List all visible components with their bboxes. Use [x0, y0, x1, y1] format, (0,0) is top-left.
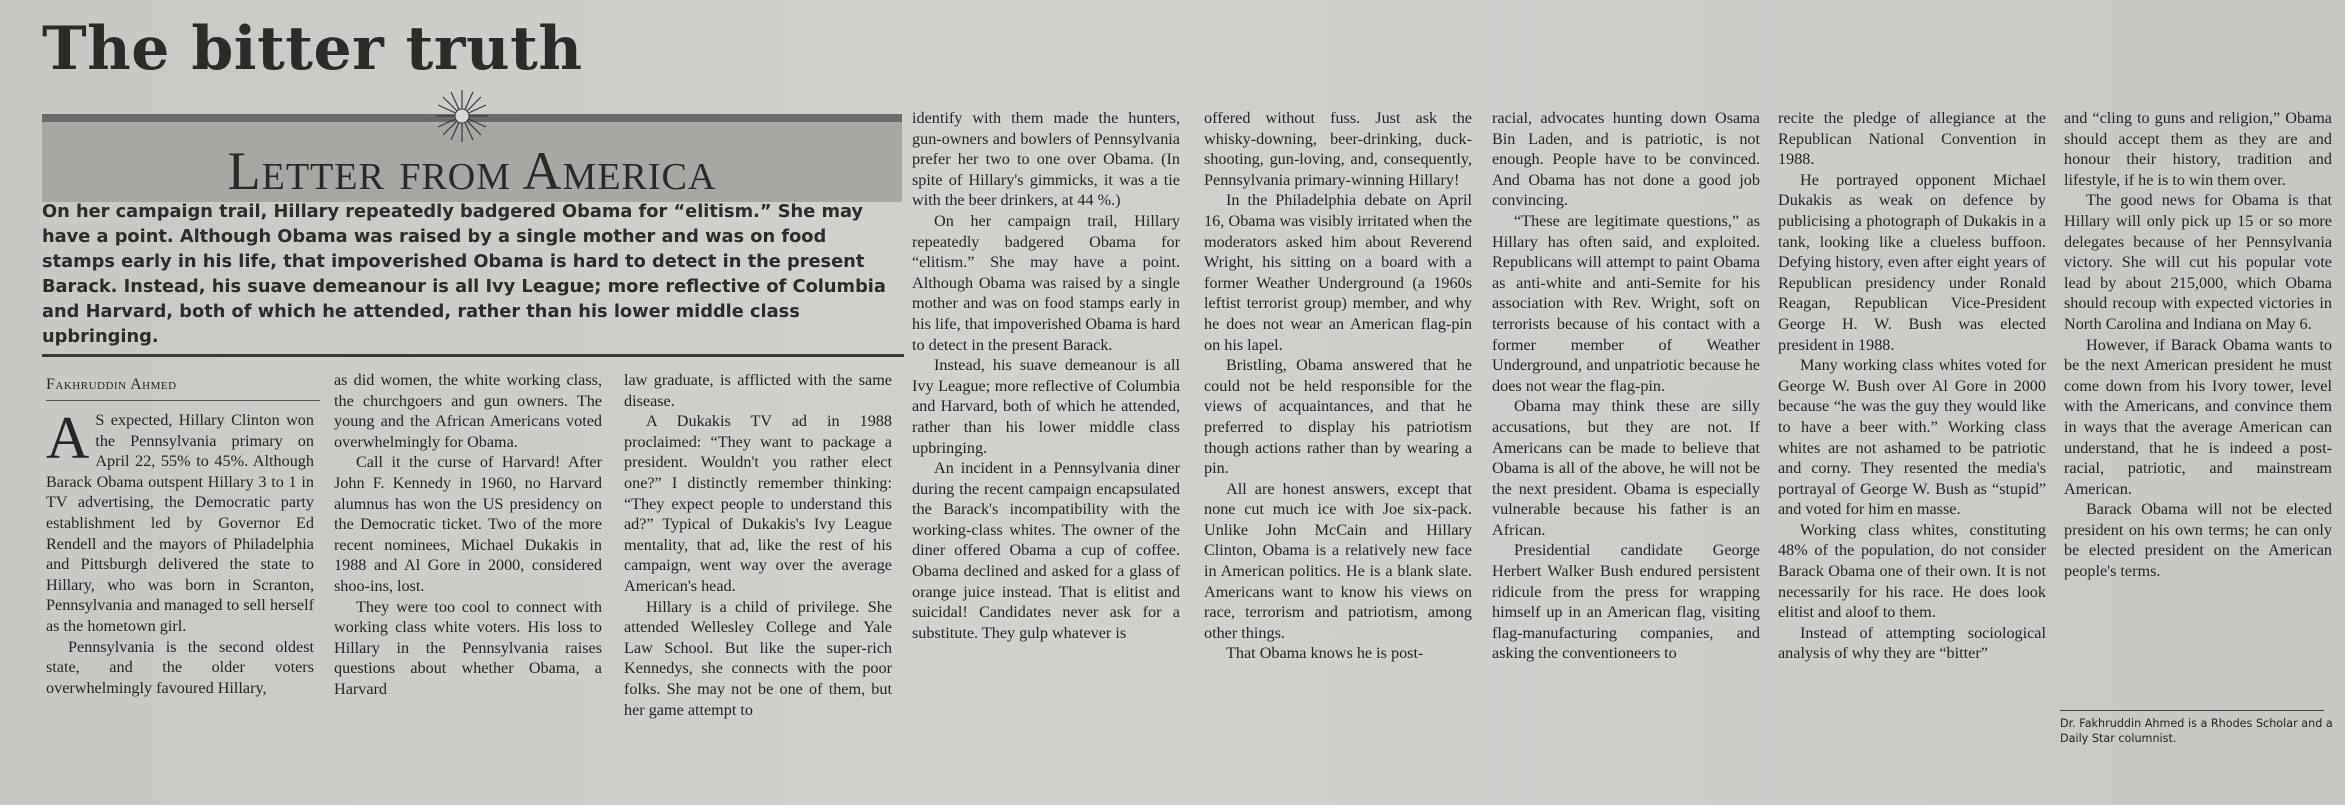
drop-cap: A	[46, 405, 90, 471]
headline: The bitter truth	[42, 14, 583, 84]
paragraph: identify with them made the hunters, gun-owners and bowlers of Pennsylvania prefer her two to one over Obama. (In spite of Hillary's gimmicks, it was a tie with the beer drinkers, at 44 %.)	[912, 109, 1180, 210]
paragraph: A Dukakis TV ad in 1988 proclaimed: “They want to package a president. Wouldn't you rather elect one?” I distinctly remember thinking: “They expect people to understand this ad?” Typical of Dukakis's Ivy League mentality, that ad, like the rest of his campaign, went way over the average American's head.	[624, 412, 892, 595]
paragraph: Barack Obama will not be elected president on his own terms; he can only be elected president on the American people's terms.	[2064, 500, 2332, 581]
paragraph: An incident in a Pennsylvania diner during the recent campaign encapsulated the Barack's incompatibility with the working-class whites. The owner of the diner offered Obama a cup of coffee. Obama declined and asked for a glass of orange juice instead. That is elitist and suicidal! Candidates never ask for a substitute. They gulp whatever is	[912, 459, 1180, 642]
byline: Fakhruddin Ahmed	[46, 376, 320, 401]
deck-rule	[42, 354, 904, 357]
paragraph-text: S expected, Hillary Clinton won the Pennsylvania primary on April 22, 55% to 45%. Although Barack Obama outspent Hillary 3 to 1 in TV advertising, the Democratic party establishment led by Governor Ed Rendell and the mayors of Philadelphia and Pittsburgh delivered the state to Hillary, who was born in Scranton, Pennsylvania and managed to sell herself as the hometown girl.	[46, 411, 314, 635]
paragraph: In the Philadelphia debate on April 16, Obama was visibly irritated when the moderators asked him about Reverend Wright, his sitting on a board with a former Weather Underground (a 1960s leftist terrorist group) member, and why he does not wear an American flag-pin on his lapel.	[1204, 191, 1472, 354]
paragraph: On her campaign trail, Hillary repeatedly badgered Obama for “elitism.” She may have a point. Although Obama was raised by a single mother and was on food stamps early in his life, that impoverished Obama is hard to detect in the present Barack.	[912, 211, 1180, 354]
column-5	[1204, 108, 1472, 664]
paragraph: Many working class whites voted for George W. Bush over Al Gore in 2000 because “he was the guy they would like to have a beer with.” Working class whites are not ashamed to be patriotic and corny. They resented the media's portrayal of George W. Bush as “stupid” and voted for him en masse.	[1778, 356, 2046, 519]
section-title: Letter from America	[227, 141, 717, 201]
column-3	[624, 370, 892, 720]
paragraph: Presidential candidate George Herbert Walker Bush endured persistent ridicule from the press for wrapping himself up in an American flag, visiting flag-manufacturing companies, and asking the conventioneers to	[1492, 541, 1760, 663]
paragraph	[46, 405, 314, 637]
paragraph: Bristling, Obama answered that he could not be held responsible for the views of acquaintances, and that he preferred to display his patriotism though actions rather than by wearing a pin.	[1204, 356, 1472, 478]
paragraph: and “cling to guns and religion,” Obama should accept them as they are and honour their history, tradition and lifestyle, if he is to win them over.	[2064, 109, 2332, 189]
column-8	[2064, 108, 2332, 582]
author-note: Dr. Fakhruddin Ahmed is a Rhodes Scholar and a Daily Star columnist.	[2060, 717, 2333, 745]
paragraph: They were too cool to connect with working class white voters. His loss to Hillary in the Pennsylvania raises questions about whether Obama, a Harvard	[334, 597, 602, 698]
paragraph: “These are legitimate questions,” as Hillary has often said, and exploited. Republicans will attempt to paint Obama as anti-white and anti-Semite for his association with Rev. Wright, soft on terrorists because of his contact with a former member of Weather Underground, and unpatriotic because he does not wear the flag-pin.	[1492, 211, 1760, 395]
article-deck: On her campaign trail, Hillary repeatedly badgered Obama for “elitism.” She may have a point. Although Obama was raised by a single mother and was on food stamps early in his life, that impoverished Obama is hard to detect in the present Barack. Instead, his suave demeanour is all Ivy League; more reflective of Columbia and Harvard, both of which he attended, rather than his lower middle class upbringing.	[42, 201, 886, 347]
paragraph: Obama may think these are silly accusations, but they are not. If Americans can be made to believe that Obama is all of the above, he will not be the next president. Obama is especially vulnerable because his father is an African.	[1492, 397, 1760, 539]
column-2	[334, 370, 602, 700]
paragraph: as did women, the white working class, the churchgoers and gun owners. The young and the African Americans voted overwhelmingly for Obama.	[334, 371, 602, 451]
paragraph: Instead of attempting sociological analysis of why they are “bitter”	[1778, 623, 2046, 663]
paragraph: That Obama knows he is post-	[1226, 644, 1424, 663]
paragraph: He portrayed opponent Michael Dukakis as weak on defence by publicising a photograph of Dukakis in a tank, looking like a clueless buffoon. Defying history, even after eight years of Republican presidency under Ronald Reagan, Republican Vice-President George H. W. Bush was elected president in 1988.	[1778, 170, 2046, 354]
column-4	[912, 108, 1180, 643]
paragraph: law graduate, is afflicted with the same disease.	[624, 371, 892, 410]
paragraph: Instead, his suave demeanour is all Ivy League; more reflective of Columbia and Harvard, both of which he attended, rather than his lower middle class upbringing.	[912, 356, 1180, 457]
paragraph: offered without fuss. Just ask the whisky-downing, beer-drinking, duck-shooting, gun-loving, and, consequently, Pennsylvania primary-winning Hillary!	[1204, 109, 1472, 189]
starburst-icon	[434, 88, 490, 144]
paragraph: Hillary is a child of privilege. She attended Wellesley College and Yale Law School. But like the super-rich Kennedys, she connects with the poor folks. She may not be one of them, but her game attempt to	[624, 597, 892, 719]
paragraph: The good news for Obama is that Hillary will only pick up 15 or so more delegates because of her Pennsylvania victory. She will cut his popular vote lead by about 215,000, which Obama should recoup with expected victories in North Carolina and Indiana on May 6.	[2064, 191, 2332, 333]
paragraph: Call it the curse of Harvard! After John F. Kennedy in 1960, no Harvard alumnus has won the US presidency on the Democratic ticket. Two of the more recent nominees, Michael Dukakis in 1988 and Al Gore in 2000, considered shoo-ins, lost.	[334, 453, 602, 595]
paragraph: However, if Barack Obama wants to be the next American president he must come down from his Ivory tower, level with the Americans, and convince them in ways that the average American can understand, that he is indeed a post-racial, patriotic, and mainstream American.	[2064, 335, 2332, 498]
paragraph: Pennsylvania is the second oldest state, and the older voters overwhelmingly favoured Hillary,	[46, 637, 314, 697]
paragraph: All are honest answers, except that none cut much ice with Joe six-pack. Unlike John McCain and Hillary Clinton, Obama is a relatively new face in American politics. He is a blank slate. Americans want to know his views on race, terrorism and patriotism, among other things.	[1204, 479, 1472, 642]
column-6	[1492, 108, 1760, 664]
paragraph: Working class whites, constituting 48% of the population, do not consider Barack Obama one of their own. It is not necessarily for his race. He does look elitist and aloof to them.	[1778, 520, 2046, 622]
paragraph: racial, advocates hunting down Osama Bin Laden, and is patriotic, is not enough. People have to be convinced. And Obama has not done a good job convincing.	[1492, 109, 1760, 210]
column-7	[1778, 108, 2046, 664]
column-1	[46, 405, 314, 698]
paragraph: recite the pledge of allegiance at the Republican National Convention in 1988.	[1778, 109, 2046, 169]
signature-rule	[2060, 710, 2324, 711]
